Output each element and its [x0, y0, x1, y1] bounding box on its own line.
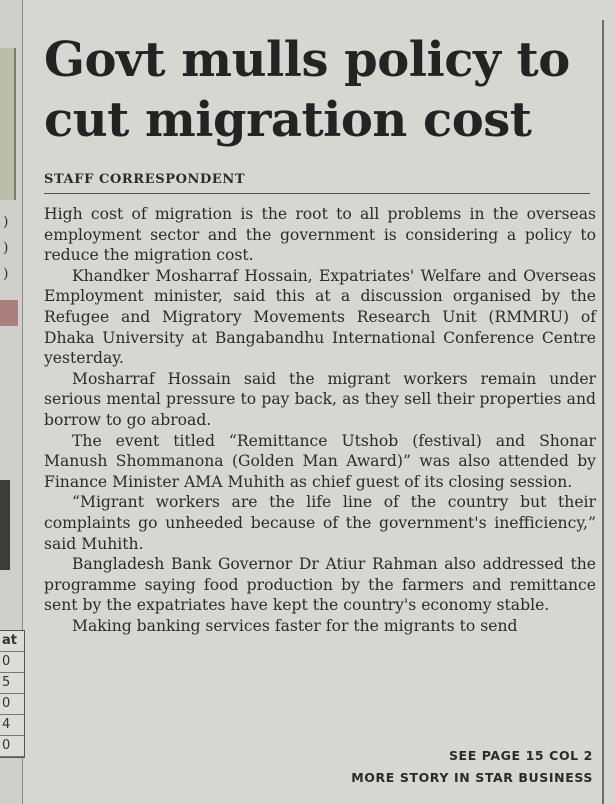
paragraph: Bangladesh Bank Governor Dr Atiur Rahman also addressed the programme saying food production by the farmers and remittance sent by the expatriates have kept the country's economy stable. — [44, 555, 596, 615]
adjacent-table-cell: 0 — [0, 652, 24, 673]
adjacent-text-fragment: ) — [3, 266, 9, 282]
adjacent-photo — [0, 48, 16, 200]
paragraph: Making banking services faster for the migrants to send — [72, 616, 518, 635]
more-story-line: MORE STORY IN STAR BUSINESS — [351, 770, 593, 785]
paragraph: High cost of migration is the root to all problems in the overseas employment sector and the government is considering a policy to reduce the migration cost. — [44, 205, 596, 265]
adjacent-color-block — [0, 300, 18, 326]
column-rule — [602, 20, 604, 804]
adjacent-column — [0, 0, 23, 804]
paragraph: Mosharraf Hossain said the migrant workers remain under serious mental pressure to pay back, as they sell their properties and borrow to go abroad. — [44, 369, 596, 429]
headline-line: cut migration cost — [44, 92, 532, 148]
headline-line: Govt mulls policy to — [44, 32, 570, 88]
article-body — [44, 204, 596, 636]
adjacent-text-fragment: ) — [3, 240, 9, 256]
headline — [44, 30, 596, 150]
adjacent-table-cell: 5 — [0, 673, 24, 694]
adjacent-table — [0, 630, 25, 758]
paragraph: The event titled “Remittance Utshob (festival) and Shonar Manush Shommanona (Golden Man Award)” was also attended by Finance Minister AMA Muhith as chief guest of its closing session. — [44, 431, 596, 491]
paragraph: “Migrant workers are the life line of the country but their complaints go unheeded because of the government's inefficiency,” said Muhith. — [44, 493, 596, 553]
adjacent-table-cell: 4 — [0, 715, 24, 736]
paragraph: Khandker Mosharraf Hossain, Expatriates' Welfare and Overseas Employment minister, said this at a discussion organised by the Refugee and Migratory Movements Research Unit (RMMRU) of Dhaka University at Bangabandhu International Conference Centre yesterday. — [44, 266, 596, 368]
adjacent-table-cell: 0 — [0, 736, 24, 757]
byline: STAFF CORRESPONDENT — [44, 172, 590, 194]
continued-jump-line: SEE PAGE 15 COL 2 — [448, 748, 593, 763]
adjacent-text-fragment: ) — [3, 214, 9, 230]
adjacent-dark-block — [0, 480, 10, 570]
adjacent-table-cell: 0 — [0, 694, 24, 715]
news-article — [44, 30, 596, 636]
adjacent-table-cell: at — [0, 631, 24, 652]
